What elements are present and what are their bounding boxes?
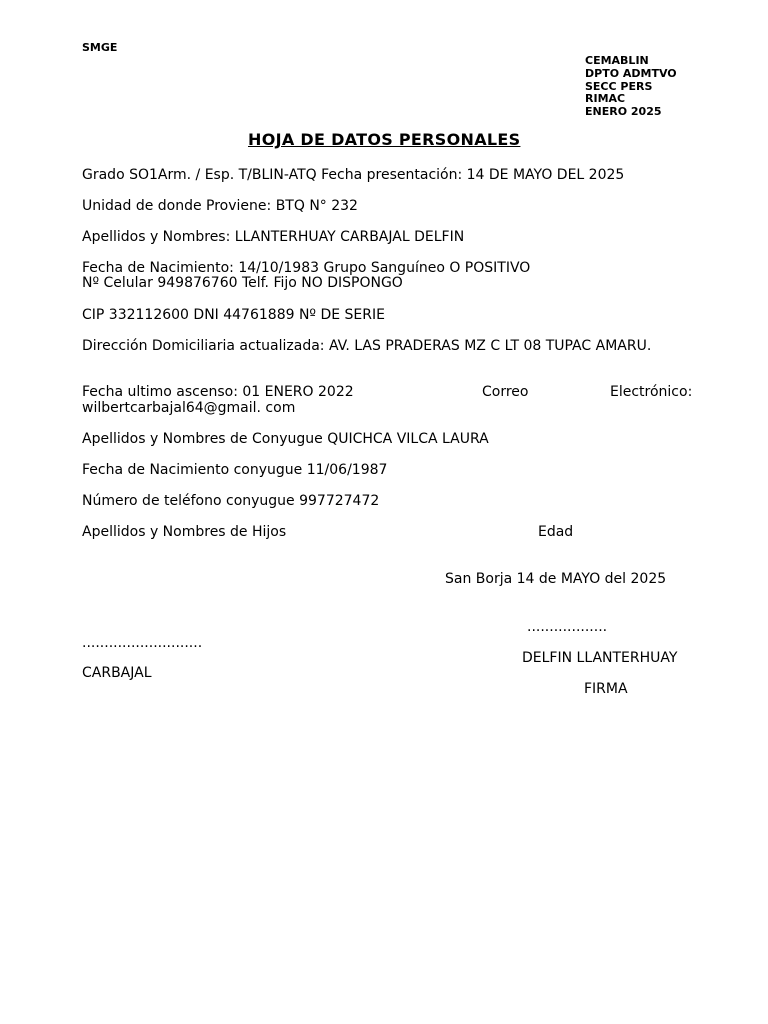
footer-lugar-fecha: San Borja 14 de MAYO del 2025 bbox=[445, 571, 667, 587]
header-right-line: CEMABLIN bbox=[585, 54, 649, 67]
field-correo-value: wilbertcarbajal64@gmail. com bbox=[82, 400, 296, 416]
field-apellidos-nombres: Apellidos y Nombres: LLANTERHUAY CARBAJAL DELFIN bbox=[82, 229, 465, 245]
document-title: HOJA DE DATOS PERSONALES bbox=[248, 130, 521, 149]
field-ultimo-ascenso: Fecha ultimo ascenso: 01 ENERO 2022 bbox=[82, 384, 354, 400]
signature-name-right: DELFIN LLANTERHUAY bbox=[522, 650, 678, 666]
field-celular: Nº Celular 949876760 Telf. Fijo NO DISPONGO bbox=[82, 275, 403, 291]
field-direccion: Dirección Domiciliaria actualizada: AV. LAS PRADERAS MZ C LT 08 TUPAC AMARU. bbox=[82, 338, 652, 354]
signature-dots-left: ........................... bbox=[82, 635, 203, 651]
field-fecha-nacimiento: Fecha de Nacimiento: 14/10/1983 Grupo Sanguíneo O POSITIVO bbox=[82, 260, 531, 276]
field-conyugue-nombres: Apellidos y Nombres de Conyugue QUICHCA VILCA LAURA bbox=[82, 431, 489, 447]
field-correo-label-2: Electrónico: bbox=[610, 384, 693, 400]
field-cip-dni: CIP 332112600 DNI 44761889 Nº DE SERIE bbox=[82, 307, 385, 323]
field-edad-label: Edad bbox=[538, 524, 574, 540]
header-right-block bbox=[585, 55, 677, 119]
signature-firma-label: FIRMA bbox=[584, 681, 628, 697]
field-correo-label-1: Correo bbox=[482, 384, 529, 400]
signature-name-left: CARBAJAL bbox=[82, 665, 152, 681]
field-conyugue-telefono: Número de teléfono conyugue 997727472 bbox=[82, 493, 380, 509]
field-grado: Grado SO1Arm. / Esp. T/BLIN-ATQ Fecha presentación: 14 DE MAYO DEL 2025 bbox=[82, 167, 625, 183]
header-right-line: DPTO ADMTVO bbox=[585, 66, 677, 80]
field-conyugue-nacimiento: Fecha de Nacimiento conyugue 11/06/1987 bbox=[82, 462, 388, 478]
signature-dots-right: .................. bbox=[527, 619, 608, 635]
header-left-smge: SMGE bbox=[82, 41, 118, 54]
header-right-line: ENERO 2025 bbox=[585, 105, 662, 119]
field-hijos-label: Apellidos y Nombres de Hijos bbox=[82, 524, 287, 540]
header-right-line: SECC PERS bbox=[585, 79, 653, 93]
field-unidad: Unidad de donde Proviene: BTQ N° 232 bbox=[82, 198, 358, 214]
header-right-line: RIMAC bbox=[585, 92, 626, 106]
